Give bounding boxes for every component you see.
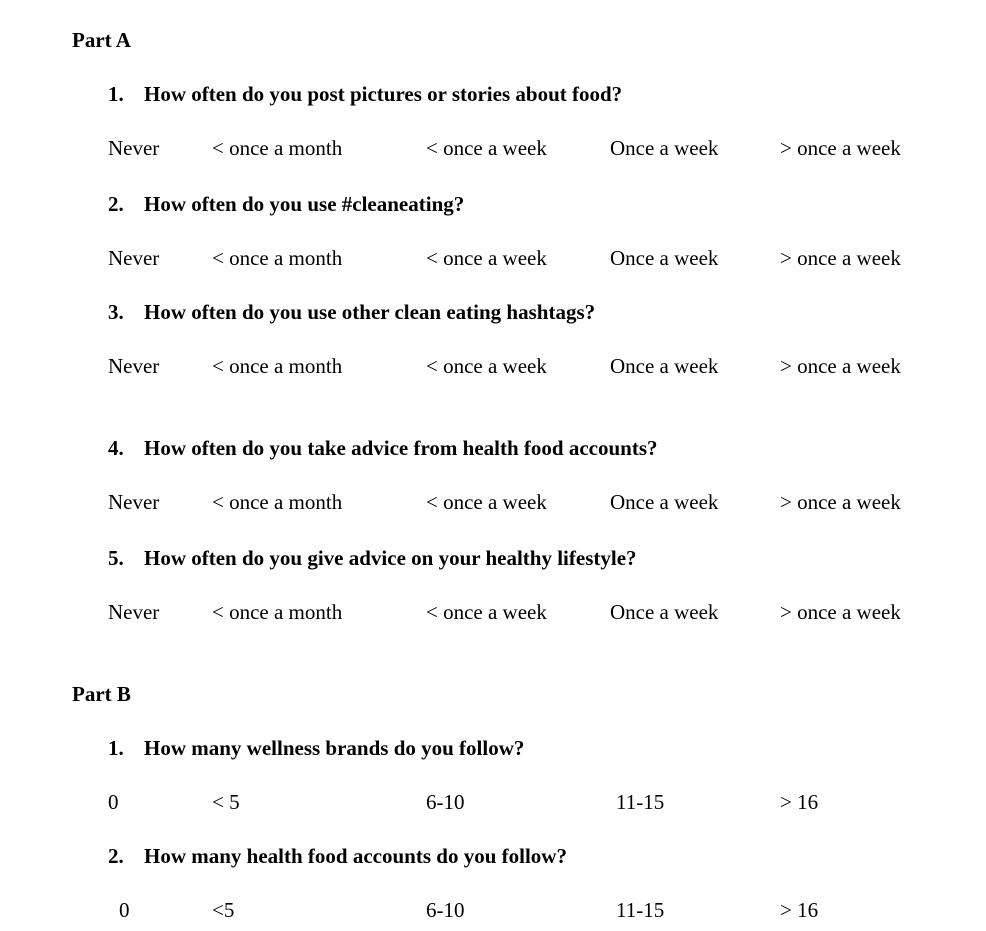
question-number: 4. [108, 436, 124, 460]
question-number: 2. [108, 192, 124, 216]
question-a1 [108, 84, 622, 105]
option-less-than-once-a-week[interactable]: < once a week [426, 246, 547, 270]
question-a5 [108, 548, 637, 569]
option-less-than-once-a-month[interactable]: < once a month [212, 246, 343, 270]
option-once-a-week[interactable]: Once a week [610, 490, 719, 514]
question-text: How often do you take advice from health food accounts? [144, 436, 658, 460]
option-more-than-16[interactable]: > 16 [780, 790, 819, 814]
option-never[interactable]: Never [108, 246, 160, 270]
option-less-than-once-a-week[interactable]: < once a week [426, 600, 547, 624]
option-zero[interactable]: 0 [108, 790, 119, 814]
option-once-a-week[interactable]: Once a week [610, 136, 719, 160]
answer-options-a1 [0, 138, 986, 162]
part-a-heading: Part A [72, 28, 131, 52]
answer-options-a4 [0, 492, 986, 516]
question-b1 [108, 738, 524, 759]
option-less-than-once-a-month[interactable]: < once a month [212, 600, 343, 624]
question-number: 2. [108, 844, 124, 868]
question-text: How often do you post pictures or stories about food? [144, 82, 623, 106]
option-more-than-16[interactable]: > 16 [780, 898, 819, 922]
option-less-than-once-a-week[interactable]: < once a week [426, 354, 547, 378]
question-a2 [108, 194, 464, 215]
option-6-to-10[interactable]: 6-10 [426, 898, 465, 922]
option-more-than-once-a-week[interactable]: > once a week [780, 490, 901, 514]
option-once-a-week[interactable]: Once a week [610, 354, 719, 378]
option-once-a-week[interactable]: Once a week [610, 246, 719, 270]
option-less-than-once-a-week[interactable]: < once a week [426, 490, 547, 514]
option-never[interactable]: Never [108, 136, 160, 160]
option-11-to-15[interactable]: 11-15 [616, 790, 665, 814]
option-less-than-once-a-month[interactable]: < once a month [212, 490, 343, 514]
option-less-than-5[interactable]: <5 [212, 898, 235, 922]
question-text: How often do you use other clean eating hashtags? [144, 300, 596, 324]
question-text: How often do you use #cleaneating? [144, 192, 465, 216]
answer-options-a2 [0, 248, 986, 272]
option-less-than-once-a-month[interactable]: < once a month [212, 354, 343, 378]
option-11-to-15[interactable]: 11-15 [616, 898, 665, 922]
answer-options-a5 [0, 602, 986, 626]
option-once-a-week[interactable]: Once a week [610, 600, 719, 624]
answer-options-b1 [0, 792, 986, 816]
option-more-than-once-a-week[interactable]: > once a week [780, 136, 901, 160]
option-more-than-once-a-week[interactable]: > once a week [780, 354, 901, 378]
question-number: 5. [108, 546, 124, 570]
option-more-than-once-a-week[interactable]: > once a week [780, 600, 901, 624]
part-b-heading: Part B [72, 682, 131, 706]
option-more-than-once-a-week[interactable]: > once a week [780, 246, 901, 270]
option-never[interactable]: Never [108, 354, 160, 378]
question-a4 [108, 438, 658, 459]
question-number: 1. [108, 82, 124, 106]
question-a3 [108, 302, 595, 323]
option-zero[interactable]: 0 [119, 898, 130, 922]
question-text: How many health food accounts do you follow? [144, 844, 567, 868]
option-less-than-5[interactable]: < 5 [212, 790, 240, 814]
question-b2 [108, 846, 567, 867]
answer-options-b2 [0, 900, 986, 924]
option-less-than-once-a-month[interactable]: < once a month [212, 136, 343, 160]
option-less-than-once-a-week[interactable]: < once a week [426, 136, 547, 160]
question-number: 1. [108, 736, 124, 760]
question-number: 3. [108, 300, 124, 324]
option-6-to-10[interactable]: 6-10 [426, 790, 465, 814]
option-never[interactable]: Never [108, 600, 160, 624]
option-never[interactable]: Never [108, 490, 160, 514]
question-text: How many wellness brands do you follow? [144, 736, 525, 760]
answer-options-a3 [0, 356, 986, 380]
question-text: How often do you give advice on your healthy lifestyle? [144, 546, 637, 570]
